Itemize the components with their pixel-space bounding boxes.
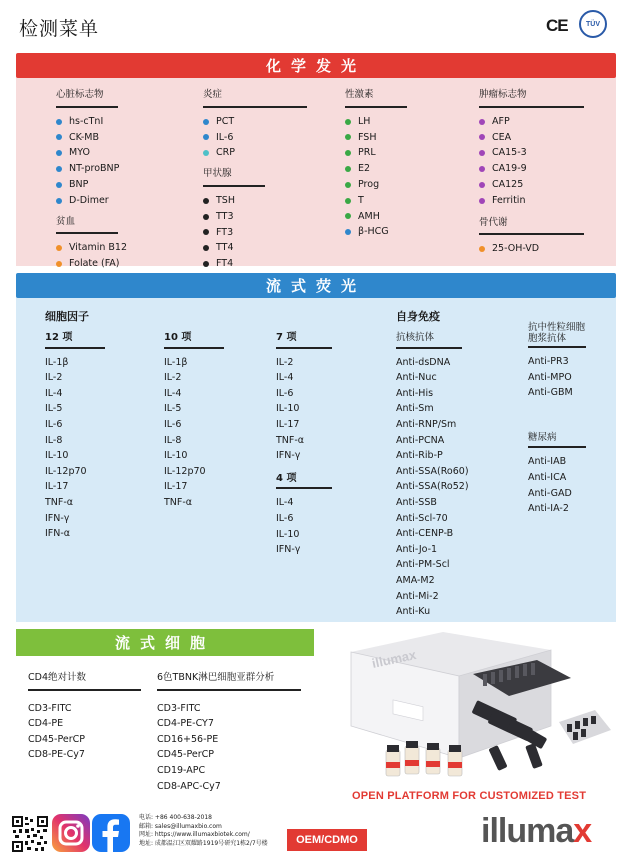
list-item (345, 114, 415, 130)
list-item (56, 177, 126, 193)
list-item: AMA-M2 (396, 574, 435, 586)
phone: 电话: +86 400-638-2018 (139, 814, 213, 821)
bullet-dot-icon (56, 245, 62, 251)
anca-column (528, 322, 608, 517)
list-item (56, 114, 126, 130)
ana-heading: 抗核抗体 (396, 332, 435, 343)
list-item-label: Ferritin (492, 194, 526, 206)
box-brand-text: illumax (370, 646, 418, 671)
flow-fluorescence-banner: 流式荧光 (16, 273, 616, 298)
list-item: IL-2 (276, 356, 294, 368)
panel7-column (276, 330, 346, 558)
list-item: CD4-PE-CY7 (157, 718, 214, 730)
list-item: CD16+56-PE (157, 733, 219, 745)
qr-code-icon (11, 815, 49, 857)
list-item: Anti-SSA(Ro52) (396, 481, 469, 493)
list-item: CD8-APC-Cy7 (157, 780, 221, 792)
anemia-list (56, 240, 126, 272)
chemiluminescence-banner: 化学发光 (16, 53, 616, 78)
bullet-dot-icon (345, 198, 351, 204)
flow-cells-banner: 流式细胞 (16, 629, 314, 656)
ana-column (396, 330, 506, 620)
bullet-dot-icon (203, 214, 209, 220)
address: 地址: 成都温江区双耀路1919号研究1栋2/7号楼 (139, 839, 268, 847)
list-item: TNF-α (276, 434, 305, 446)
cardiac-heading: 心脏标志物 (56, 89, 104, 100)
list-item (345, 161, 415, 177)
list-item: Anti-PR3 (528, 356, 569, 367)
panel4-list (276, 495, 346, 557)
cardiac-list (56, 114, 126, 209)
list-item: Anti-His (396, 387, 434, 399)
list-item: Anti-dsDNA (396, 356, 451, 368)
diabetes-heading: 糖尿病 (528, 431, 557, 443)
list-item: IL-6 (276, 387, 294, 399)
divider (276, 487, 332, 489)
list-item: Anti-Jo-1 (396, 543, 438, 555)
tuv-certification-icon: TÜV (579, 10, 607, 38)
bullet-dot-icon (479, 182, 485, 188)
autoimmune-title: 自身免疫 (396, 310, 440, 323)
list-item: CD4-PE (28, 718, 64, 730)
list-item (203, 225, 313, 241)
list-item-label: Prog (358, 178, 380, 190)
list-item: Anti-SSB (396, 496, 437, 508)
bullet-dot-icon (56, 119, 62, 125)
list-item-label: BNP (69, 178, 89, 190)
list-item (56, 161, 126, 177)
list-item (203, 114, 313, 130)
anca-heading-line1: 抗中性粒细胞 (528, 322, 586, 333)
panel12-heading: 12 项 (45, 332, 73, 343)
ce-mark: CE (546, 16, 568, 35)
ana-list (396, 355, 506, 620)
logo-x-letter: x (573, 812, 592, 850)
bullet-dot-icon (345, 166, 351, 172)
list-item: Anti-Mi-2 (396, 590, 439, 602)
panel7-heading: 7 项 (276, 332, 297, 343)
list-item: Anti-PM-Scl (396, 559, 450, 571)
list-item: IL-17 (276, 418, 300, 430)
list-item: Anti-Ku (396, 606, 431, 618)
tumor-heading: 肿瘤标志物 (479, 89, 527, 100)
list-item (203, 145, 313, 161)
list-item-label: Vitamin B12 (69, 242, 128, 254)
list-item-label: 25-OH-VD (492, 243, 540, 255)
list-item: Anti-Scl-70 (396, 512, 448, 524)
bullet-dot-icon (203, 261, 209, 267)
list-item: IL-4 (276, 497, 294, 509)
list-item (345, 130, 415, 146)
instagram-icon[interactable] (52, 814, 90, 856)
list-item: IL-6 (164, 418, 182, 430)
bullet-dot-icon (479, 246, 485, 252)
list-item: IL-1β (45, 356, 69, 368)
panel4-heading: 4 项 (276, 472, 297, 484)
hormone-list (345, 114, 415, 240)
list-item: CD3-FITC (28, 702, 72, 714)
list-item: IL-12p70 (164, 465, 206, 477)
list-item (203, 240, 313, 256)
bullet-dot-icon (345, 229, 351, 235)
bone-list (479, 241, 589, 257)
list-item-label: CA125 (492, 178, 524, 190)
cytokines-title: 细胞因子 (45, 310, 89, 323)
bullet-dot-icon (203, 198, 209, 204)
list-item-label: NT-proBNP (69, 163, 120, 175)
tbnk-list (157, 701, 307, 795)
list-item (56, 145, 126, 161)
list-item: IL-4 (276, 372, 294, 384)
divider (528, 346, 586, 348)
tbnk-heading: 6色TBNK淋巴细胞亚群分析 (157, 672, 275, 683)
hormone-heading: 性激素 (345, 89, 374, 100)
email[interactable]: 邮箱: sales@illumaxbio.com (139, 822, 222, 830)
list-item-label: TT3 (216, 210, 234, 222)
list-item: IL-8 (164, 434, 182, 446)
list-item-label: LH (358, 115, 371, 127)
list-item (345, 193, 415, 209)
inflammation-heading: 炎症 (203, 89, 223, 100)
bullet-dot-icon (479, 119, 485, 125)
divider (45, 347, 105, 349)
divider (203, 185, 265, 187)
kit-product-image (333, 630, 614, 782)
facebook-icon[interactable] (92, 814, 130, 856)
list-item (345, 145, 415, 161)
anca-list (528, 354, 608, 401)
bullet-dot-icon (203, 119, 209, 125)
cd4-list (28, 701, 148, 763)
list-item: Anti-RNP/Sm (396, 418, 457, 430)
bullet-dot-icon (345, 134, 351, 140)
bullet-dot-icon (479, 166, 485, 172)
cd4-heading: CD4绝对计数 (28, 672, 86, 683)
list-item: IL-1β (164, 356, 188, 368)
panel10-column (164, 330, 234, 511)
anemia-heading: 贫血 (56, 215, 76, 227)
panel12-column (45, 330, 115, 542)
list-item: IL-8 (45, 434, 63, 446)
list-item: Anti-Sm (396, 403, 434, 415)
bullet-dot-icon (345, 150, 351, 156)
divider (28, 689, 141, 691)
list-item-label: MYO (69, 147, 90, 159)
inflammation-column (203, 87, 313, 272)
diabetes-list (528, 454, 608, 516)
list-item: TNF-α (164, 496, 193, 508)
list-item: IL-2 (45, 372, 63, 384)
bullet-dot-icon (345, 182, 351, 188)
logo-main-text: illuma (481, 812, 574, 850)
list-item: IL-5 (164, 403, 182, 415)
bullet-dot-icon (56, 166, 62, 172)
bullet-dot-icon (203, 245, 209, 251)
inflammation-list (203, 114, 313, 161)
list-item-label: CA19-9 (492, 163, 527, 175)
list-item: CD3-FITC (157, 702, 201, 714)
list-item-label: FT3 (216, 226, 234, 238)
divider (164, 347, 224, 349)
list-item-label: CK-MB (69, 131, 100, 143)
list-item-label: IL-6 (216, 131, 234, 143)
divider (528, 446, 586, 448)
list-item-label: FT4 (216, 258, 234, 270)
list-item-label: T (358, 194, 364, 206)
bullet-dot-icon (479, 198, 485, 204)
bullet-dot-icon (203, 229, 209, 235)
list-item-label: hs-cTnI (69, 115, 104, 127)
bullet-dot-icon (345, 213, 351, 219)
list-item (479, 193, 589, 209)
list-item: Anti-GAD (528, 487, 572, 499)
contact-info (139, 814, 268, 848)
list-item: IL-5 (45, 403, 63, 415)
list-item: Anti-GBM (528, 387, 573, 399)
list-item: IL-10 (164, 450, 188, 462)
bullet-dot-icon (56, 134, 62, 140)
list-item (479, 114, 589, 130)
list-item (345, 209, 415, 225)
cd4-column (28, 670, 148, 763)
list-item: CD45-PerCP (157, 749, 214, 761)
list-item (479, 177, 589, 193)
list-item: IL-10 (276, 528, 300, 540)
list-item (479, 145, 589, 161)
bullet-dot-icon (345, 119, 351, 125)
list-item: Anti-IA-2 (528, 503, 569, 515)
website[interactable]: 网址: https://www.illumaxbiotek.com/ (139, 831, 250, 839)
tumor-list (479, 114, 589, 209)
list-item: Anti-PCNA (396, 434, 445, 446)
cardiac-column (56, 87, 126, 272)
list-item (56, 130, 126, 146)
list-item: Anti-Rib-P (396, 450, 443, 462)
list-item: Anti-CENP-B (396, 528, 454, 540)
divider (157, 689, 301, 691)
panel7-list (276, 355, 346, 464)
panel10-heading: 10 项 (164, 332, 192, 343)
list-item-label: TT4 (216, 242, 234, 254)
list-item-label: Folate (FA) (69, 258, 120, 270)
tagline: OPEN PLATFORM FOR CUSTOMIZED TEST (352, 790, 587, 802)
list-item: Anti-IAB (528, 456, 567, 468)
list-item-label: CA15-3 (492, 147, 527, 159)
list-item (56, 240, 126, 256)
divider (56, 106, 118, 108)
thyroid-list (203, 193, 313, 272)
list-item: IL-17 (45, 481, 69, 493)
list-item: Anti-MPO (528, 371, 572, 383)
list-item-label: D-Dimer (69, 194, 109, 206)
bullet-dot-icon (56, 198, 62, 204)
list-item (203, 256, 313, 272)
tumor-column (479, 87, 589, 257)
bone-heading: 骨代谢 (479, 216, 508, 228)
company-logo (481, 812, 591, 851)
list-item (345, 177, 415, 193)
list-item-label: TSH (216, 194, 235, 206)
list-item: IL-2 (164, 372, 182, 384)
tbnk-column (157, 670, 307, 794)
divider (479, 106, 584, 108)
hormone-column (345, 87, 415, 240)
list-item: IL-6 (276, 512, 294, 524)
list-item (203, 193, 313, 209)
panel10-list (164, 355, 234, 511)
oem-badge: OEM/CDMO (287, 829, 367, 851)
list-item: CD19-APC (157, 764, 206, 776)
list-item (56, 256, 126, 272)
list-item (479, 241, 589, 257)
list-item: IL-12p70 (45, 465, 87, 477)
list-item (56, 193, 126, 209)
bullet-dot-icon (479, 150, 485, 156)
divider (203, 106, 307, 108)
list-item-label: β-HCG (358, 226, 389, 238)
bullet-dot-icon (56, 182, 62, 188)
list-item: CD8-PE-Cy7 (28, 749, 85, 761)
list-item: IFN-γ (45, 512, 70, 524)
list-item: TNF-α (45, 496, 74, 508)
list-item: IL-4 (45, 387, 63, 399)
bullet-dot-icon (203, 150, 209, 156)
list-item-label: PCT (216, 115, 235, 127)
list-item-label: AFP (492, 115, 510, 127)
list-item: Anti-Nuc (396, 372, 437, 384)
list-item-label: CRP (216, 147, 235, 159)
divider (276, 347, 332, 349)
list-item: IFN-α (45, 528, 71, 540)
list-item: IL-4 (164, 387, 182, 399)
list-item (203, 130, 313, 146)
page-title: 检测菜单 (19, 18, 100, 40)
bullet-dot-icon (203, 134, 209, 140)
list-item (479, 130, 589, 146)
thyroid-heading: 甲状腺 (203, 168, 232, 180)
list-item-label: E2 (358, 163, 371, 175)
bullet-dot-icon (56, 150, 62, 156)
list-item: IL-10 (45, 450, 69, 462)
list-item: IL-10 (276, 403, 300, 415)
bullet-dot-icon (479, 134, 485, 140)
list-item (345, 224, 415, 240)
divider (479, 233, 584, 235)
list-item (479, 161, 589, 177)
list-item: Anti-ICA (528, 471, 567, 483)
list-item-label: FSH (358, 131, 377, 143)
bullet-dot-icon (56, 261, 62, 267)
list-item: Anti-SSA(Ro60) (396, 465, 469, 477)
divider (345, 106, 407, 108)
list-item: IFN-γ (276, 450, 301, 462)
panel12-list (45, 355, 115, 542)
list-item-label: PRL (358, 147, 376, 159)
list-item: IL-17 (164, 481, 188, 493)
list-item (203, 209, 313, 225)
divider (396, 347, 462, 349)
list-item: IL-6 (45, 418, 63, 430)
list-item-label: CEA (492, 131, 512, 143)
divider (56, 232, 118, 234)
list-item-label: AMH (358, 210, 380, 222)
list-item: CD45-PerCP (28, 733, 85, 745)
list-item: IFN-γ (276, 544, 301, 556)
anca-heading-line2: 胞浆抗体 (528, 333, 567, 344)
